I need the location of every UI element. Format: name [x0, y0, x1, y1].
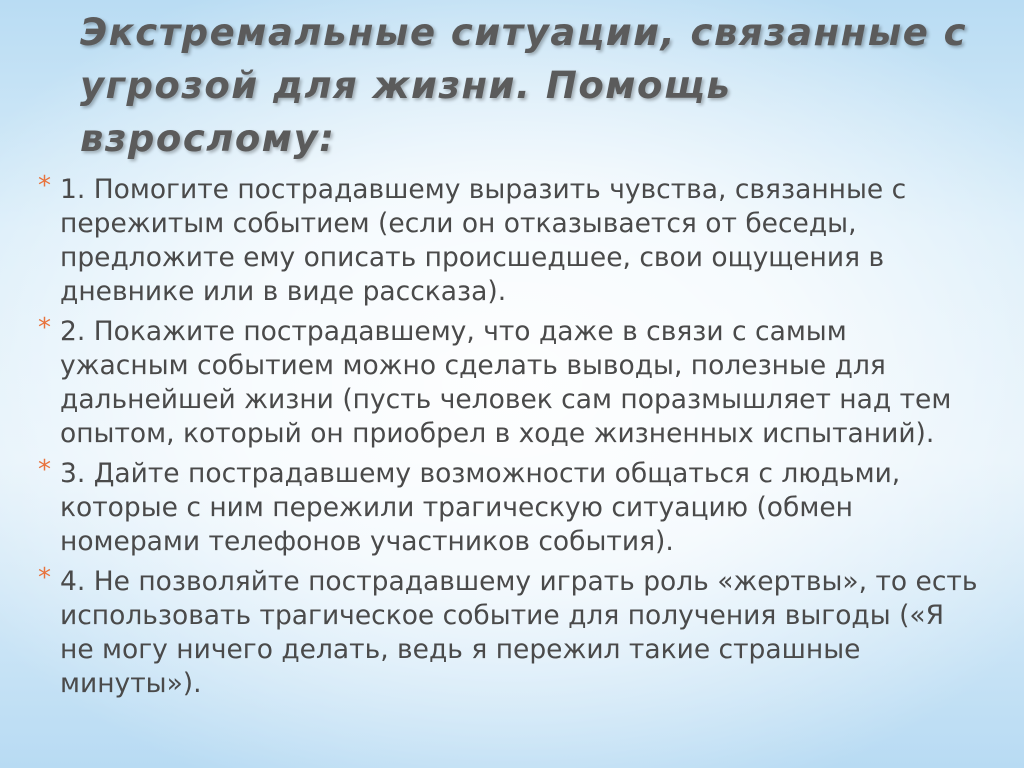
asterisk-bullet-icon: *	[38, 455, 51, 485]
bullet-text: 2. Покажите пострадавшему, что даже в связи с самым ужасным событием можно сделать выводы, полезные для дальнейшей жизни (пусть человек сам поразмышляет над тем опытом, который он приобрел в ходе жизненных испытаний).	[60, 316, 952, 449]
slide-title: Экстремальные ситуации, связанные с угрозой для жизни. Помощь взрослому:	[80, 11, 968, 160]
bullet-item-1	[38, 173, 978, 309]
bullet-item-4	[38, 565, 978, 701]
bullet-text: 4. Не позволяйте пострадавшему играть роль «жертвы», то есть использовать трагическое событие для получения выгоды («Я не могу ничего делать, ведь я пережил такие страшные минуты»).	[60, 566, 978, 699]
bullet-item-2	[38, 315, 978, 451]
bullet-text: 1. Помогите пострадавшему выразить чувства, связанные с пережитым событием (если он отказывается от беседы, предложите ему описать происшедшее, свои ощущения в дневнике или в виде рассказа).	[60, 174, 907, 307]
asterisk-bullet-icon: *	[38, 171, 51, 201]
bullet-item-3	[38, 457, 978, 559]
bullet-list	[38, 173, 978, 707]
asterisk-bullet-icon: *	[38, 313, 51, 343]
asterisk-bullet-icon: *	[38, 563, 51, 593]
bullet-text: 3. Дайте пострадавшему возможности общаться с людьми, которые с ним пережили трагическую ситуацию (обмен номерами телефонов участников события).	[60, 458, 901, 557]
